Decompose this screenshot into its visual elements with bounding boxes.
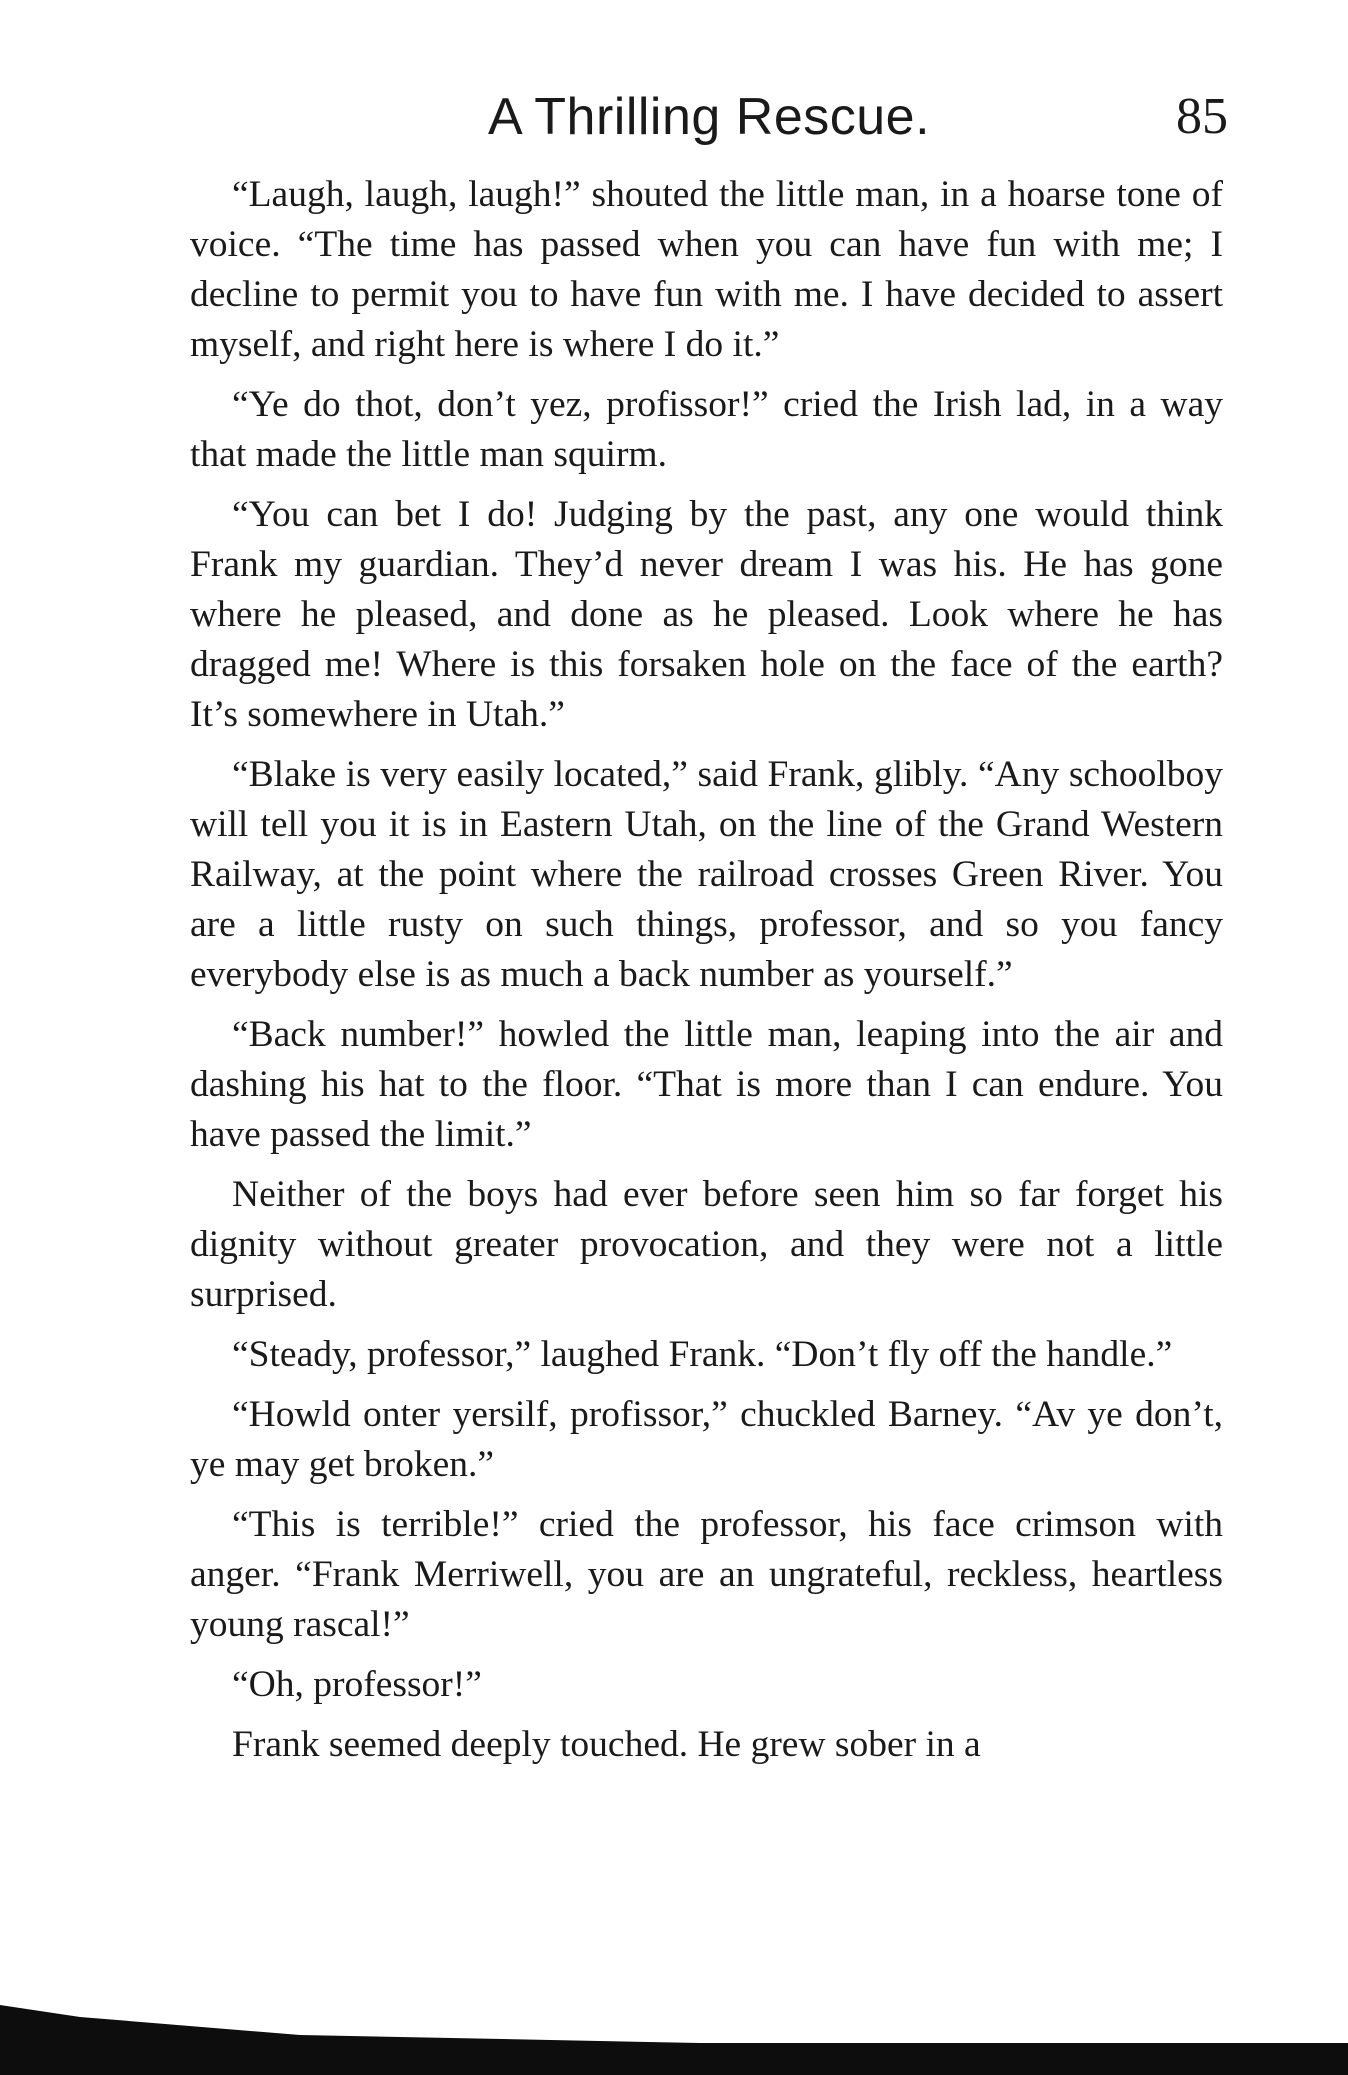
- paragraph: “Blake is very easily located,” said Frank, glibly. “Any schoolboy will tell you it is in Eastern Utah, on the line of the Grand Western Railway, at the point where the railroad crosses Green River. You are a little rusty on such things, professor, and so you fancy everybody else is as much a back number as yourself.”: [190, 754, 1223, 995]
- paragraph: “Ye do thot, don’t yez, profissor!” cried the Irish lad, in a way that made the little man squirm.: [190, 384, 1223, 475]
- paragraph: “Laugh, laugh, laugh!” shouted the little man, in a hoarse tone of voice. “The time has passed when you can have fun with me; I decline to permit you to have fun with me. I have decided to assert myself, and right here is where I do it.”: [190, 174, 1223, 365]
- paragraph: “Oh, professor!”: [232, 1664, 482, 1705]
- paragraph: “Steady, professor,” laughed Frank. “Don’t fly off the handle.”: [232, 1334, 1173, 1375]
- body-text: [190, 170, 1223, 1780]
- scan-edge-shadow: [0, 1995, 1348, 2075]
- paragraph: “Howld onter yersilf, profissor,” chuckled Barney. “Av ye don’t, ye may get broken.”: [190, 1394, 1223, 1485]
- paragraph: “Back number!” howled the little man, leaping into the air and dashing his hat to the floor. “That is more than I can endure. You have passed the limit.”: [190, 1014, 1223, 1155]
- running-title: A Thrilling Rescue.: [487, 88, 931, 146]
- paragraph: Neither of the boys had ever before seen him so far forget his dignity without greater provocation, and they were not a little surprised.: [190, 1174, 1223, 1315]
- page-number: 85: [1176, 88, 1228, 145]
- paragraph: Frank seemed deeply touched. He grew sober in a: [232, 1724, 981, 1765]
- paragraph: “This is terrible!” cried the professor, his face crimson with anger. “Frank Merriwell, you are an ungrateful, reckless, heartless young rascal!”: [190, 1504, 1223, 1645]
- paragraph: “You can bet I do! Judging by the past, any one would think Frank my guardian. They’d never dream I was his. He has gone where he pleased, and done as he pleased. Look where he has dragged me! Where is this forsaken hole on the face of the earth? It’s somewhere in Utah.”: [190, 494, 1223, 735]
- running-head: [190, 82, 1228, 152]
